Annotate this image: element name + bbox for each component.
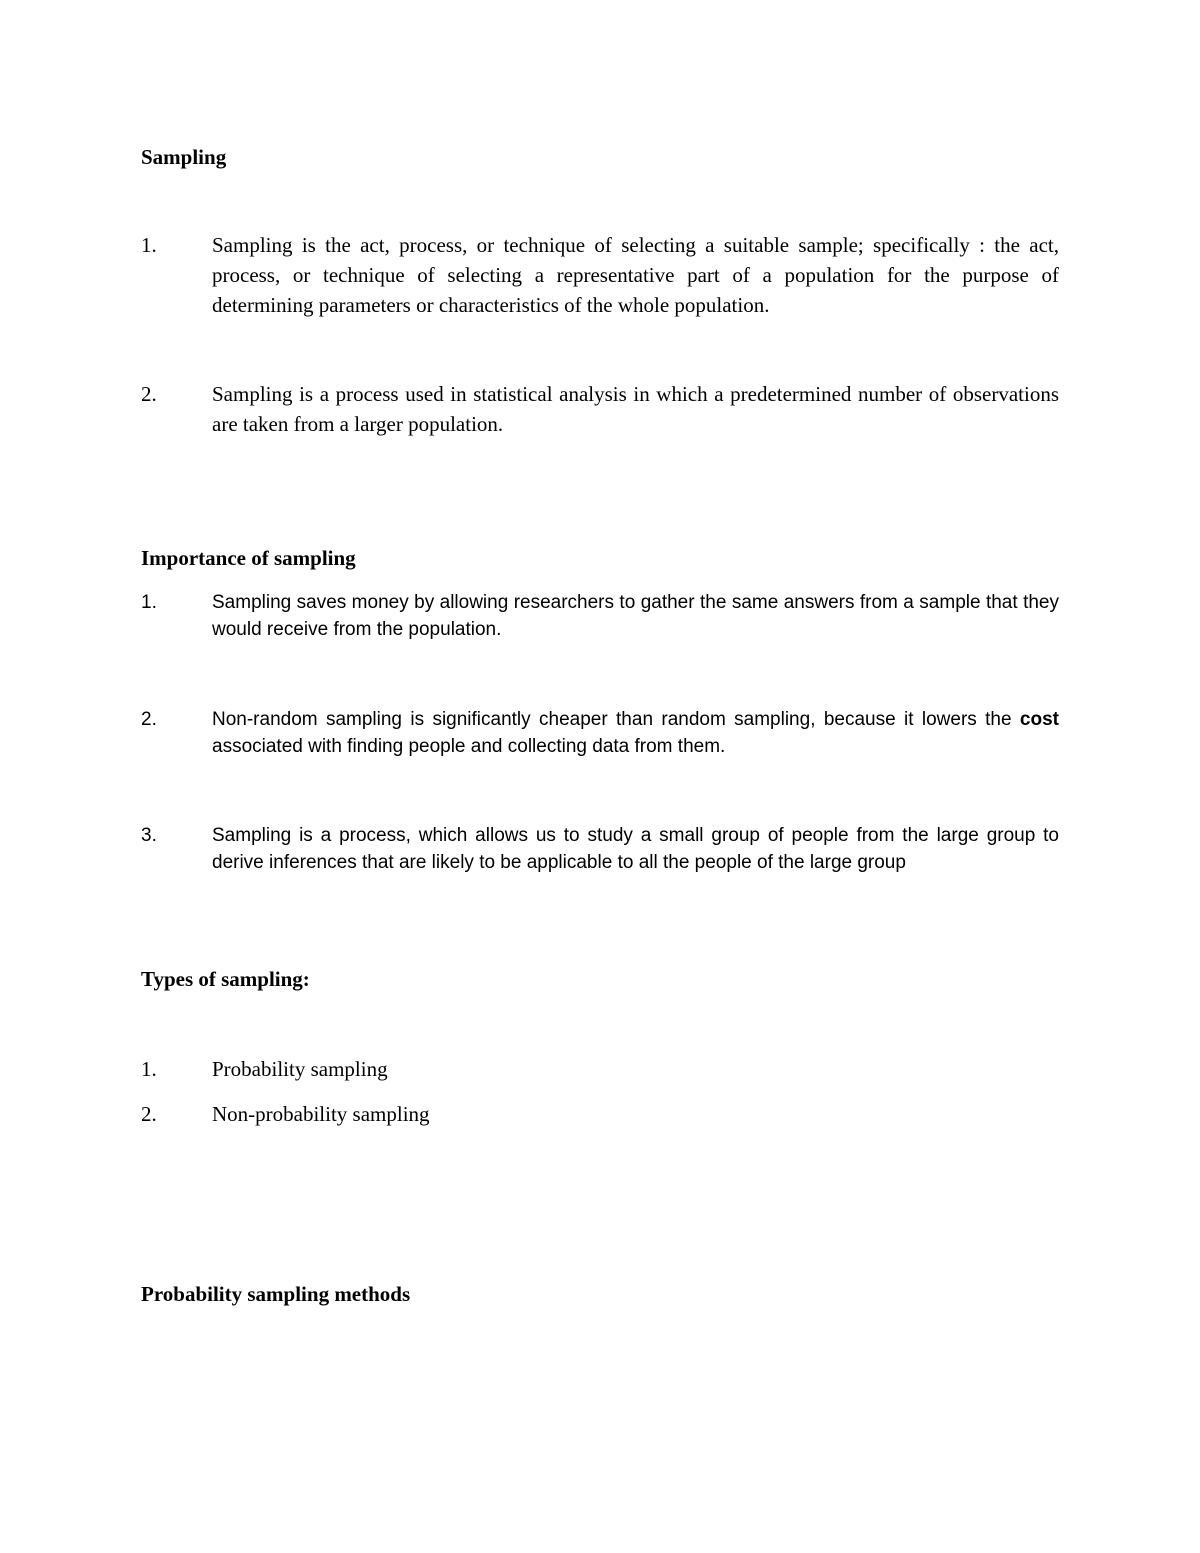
list-number: 1. bbox=[141, 592, 157, 613]
sampling-definition-2 bbox=[141, 379, 1059, 439]
list-item-text bbox=[212, 706, 1059, 760]
sampling-definition-1 bbox=[141, 230, 1059, 320]
list-number: 1. bbox=[141, 233, 157, 257]
list-item-text: Sampling is a process used in statistical analysis in which a predetermined number of observations are taken from a larger population. bbox=[212, 382, 1059, 436]
section-heading-importance: Importance of sampling bbox=[141, 546, 356, 570]
section-heading-sampling: Sampling bbox=[141, 145, 227, 169]
list-number: 2. bbox=[141, 1102, 157, 1126]
list-item-text: Sampling is the act, process, or technique of selecting a suitable sample; specifically : the act, process, or technique of selecting a representative part of a population for the purpose of determining parameters or characteristics of the whole population. bbox=[212, 233, 1059, 317]
list-item-text: Sampling saves money by allowing researchers to gather the same answers from a sample that they would receive from the population. bbox=[212, 592, 1059, 640]
list-number: 1. bbox=[141, 1057, 157, 1081]
list-item-text: Probability sampling bbox=[212, 1057, 388, 1081]
list-number: 3. bbox=[141, 825, 157, 846]
list-number: 2. bbox=[141, 709, 157, 730]
types-item-1 bbox=[141, 1054, 1059, 1084]
importance-item-1 bbox=[141, 589, 1059, 643]
text-segment: Non-random sampling is significantly cheaper than random sampling, because it lowers the bbox=[212, 709, 1020, 730]
importance-item-3 bbox=[141, 822, 1059, 903]
section-heading-types: Types of sampling: bbox=[141, 967, 310, 991]
list-number: 2. bbox=[141, 382, 157, 406]
emphasis-cost: cost bbox=[1019, 709, 1059, 730]
section-heading-probability-methods: Probability sampling methods bbox=[141, 1282, 411, 1306]
types-item-2 bbox=[141, 1099, 1059, 1129]
importance-item-2 bbox=[141, 706, 1059, 760]
list-item-text: Sampling is a process, which allows us to study a small group of people from the large group to derive inferences that are likely to be applicable to all the people of the large group bbox=[212, 825, 1059, 873]
list-item-text: Non-probability sampling bbox=[212, 1102, 430, 1126]
text-segment: associated with finding people and collecting data from them. bbox=[212, 736, 726, 757]
